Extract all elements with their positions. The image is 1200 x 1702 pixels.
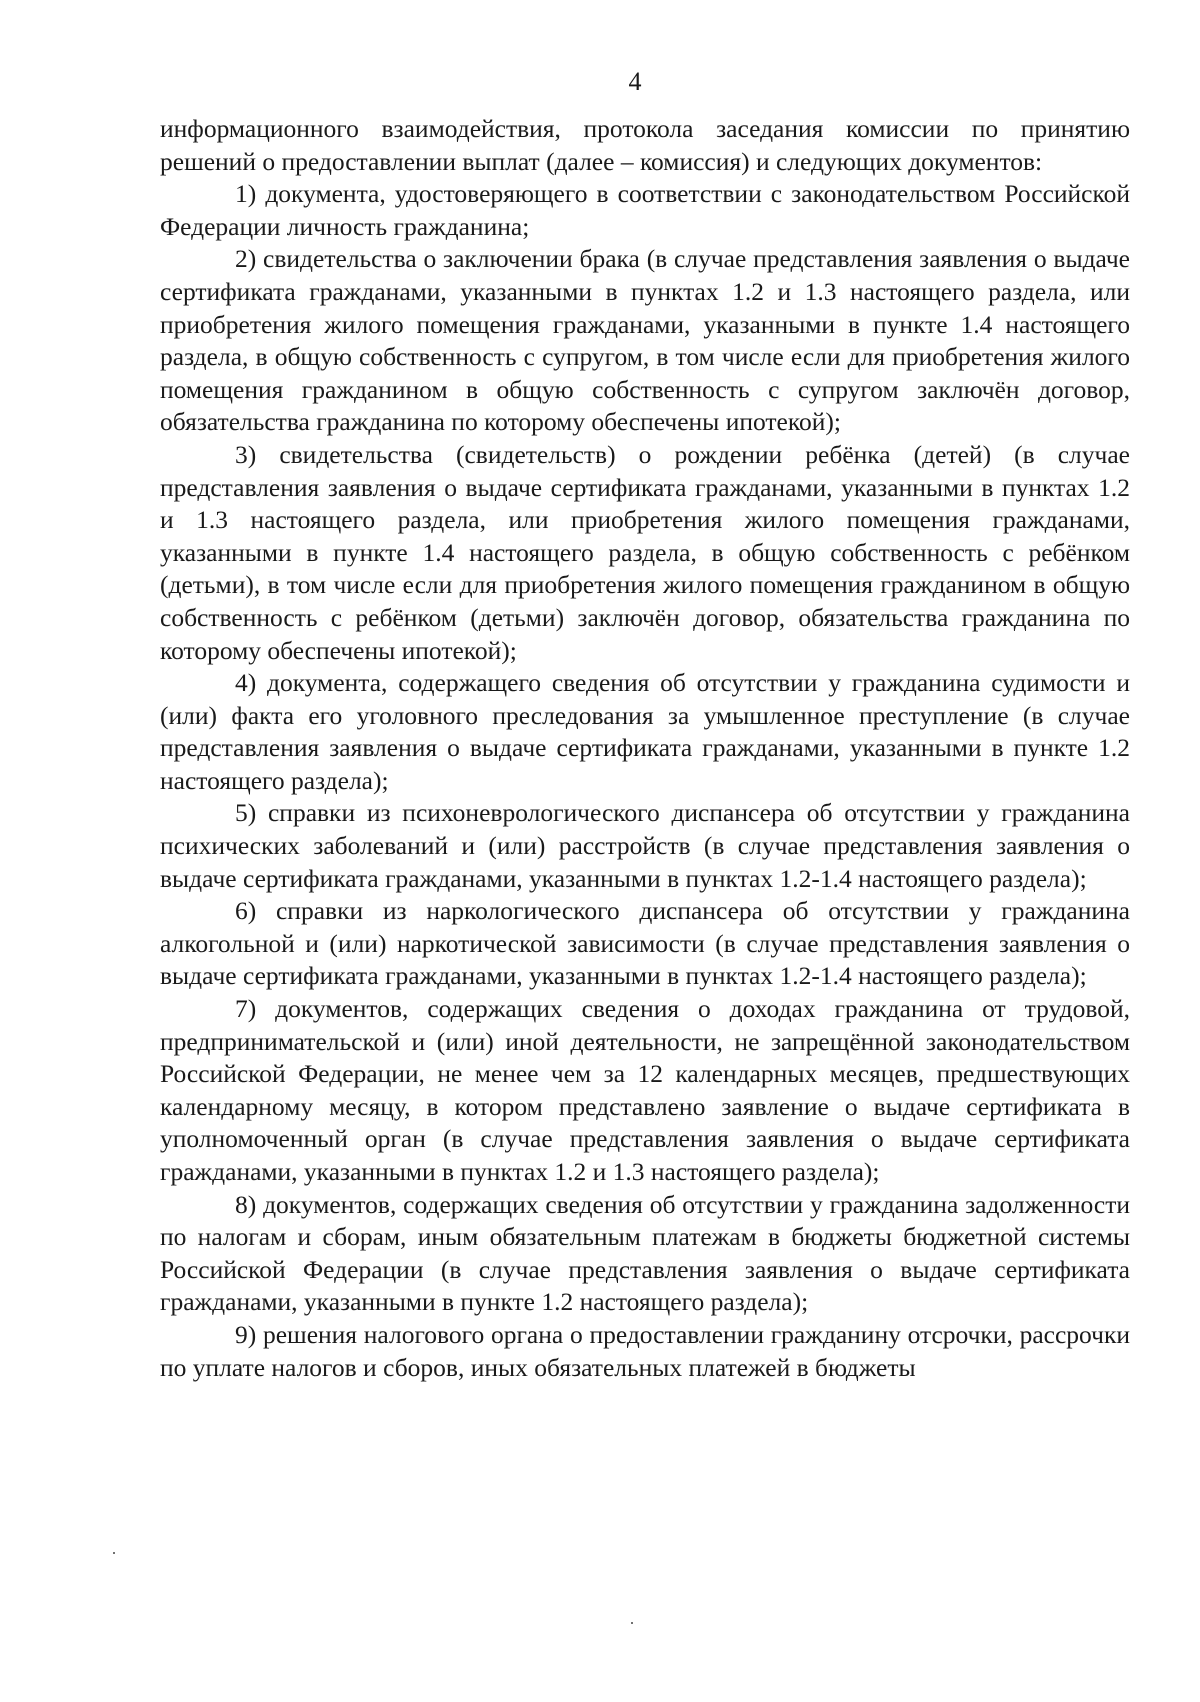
list-item-2: 2) свидетельства о заключении брака (в случае представления заявления о выдаче сертификата гражданами, указанными в пунктах 1.2 и 1.3 настоящего раздела, или приобретения жилого помещения гражданами, указанными в пункте 1.4 настоящего раздела, в общую собственность с супругом, в том числе если для приобретения жилого помещения гражданином в общую собственность с супругом заключён договор, обязательства гражданина по которому обеспечены ипотекой); [160,244,1130,437]
lead-paragraph: информационного взаимодействия, протокола заседания комиссии по принятию решений о предоставлении выплат (далее – комиссия) и следующих документов: [160,114,1130,176]
list-item-1: 1) документа, удостоверяющего в соответствии с законодательством Российской Федерации личность гражданина; [160,179,1130,241]
scan-speck [113,1552,115,1554]
list-item-6: 6) справки из наркологического диспансера об отсутствии у гражданина алкогольной и (или) наркотической зависимости (в случае представления заявления о выдаче сертификата гражданами, указанными в пунктах 1.2-1.4 настоящего раздела); [160,896,1130,991]
document-body [160,113,1130,1384]
page-number: 4 [628,67,642,96]
list-item-8: 8) документов, содержащих сведения об отсутствии у гражданина задолженности по налогам и сборам, иным обязательным платежам в бюджеты бюджетной системы Российской Федерации (в случае представления заявления о выдаче сертификата гражданами, указанными в пункте 1.2 настоящего раздела); [160,1189,1130,1317]
list-item-5: 5) справки из психоневрологического диспансера об отсутствии у гражданина психических заболеваний и (или) расстройств (в случае представления заявления о выдаче сертификата гражданами, указанными в пунктах 1.2-1.4 настоящего раздела); [160,798,1130,893]
list-item-3: 3) свидетельства (свидетельств) о рождении ребёнка (детей) (в случае представления заявления о выдаче сертификата гражданами, указанными в пунктах 1.2 и 1.3 настоящего раздела, или приобретения жилого помещения гражданами, указанными в пункте 1.4 настоящего раздела, в общую собственность с ребёнком (детьми), в том числе если для приобретения жилого помещения гражданином в общую собственность с ребёнком (детьми) заключён договор, обязательства гражданина по которому обеспечены ипотекой); [160,439,1130,665]
list-item-7: 7) документов, содержащих сведения о доходах гражданина от трудовой, предпринимательской и (или) иной деятельности, не запрещённой законодательством Российской Федерации, не менее чем за 12 календарных месяцев, предшествующих календарному месяцу, в котором представлено заявление о выдаче сертификата в уполномоченный орган (в случае представления заявления о выдаче сертификата гражданами, указанными в пунктах 1.2 и 1.3 настоящего раздела); [160,994,1130,1186]
list-item-4: 4) документа, содержащего сведения об отсутствии у гражданина судимости и (или) факта его уголовного преследования за умышленное преступление (в случае представления заявления о выдаче сертификата гражданами, указанными в пункте 1.2 настоящего раздела); [160,668,1130,795]
list-item-9: 9) решения налогового органа о предоставлении гражданину отсрочки, рассрочки по уплате налогов и сборов, иных обязательных платежей в бюджеты [160,1319,1130,1382]
scan-speck [631,1622,633,1624]
